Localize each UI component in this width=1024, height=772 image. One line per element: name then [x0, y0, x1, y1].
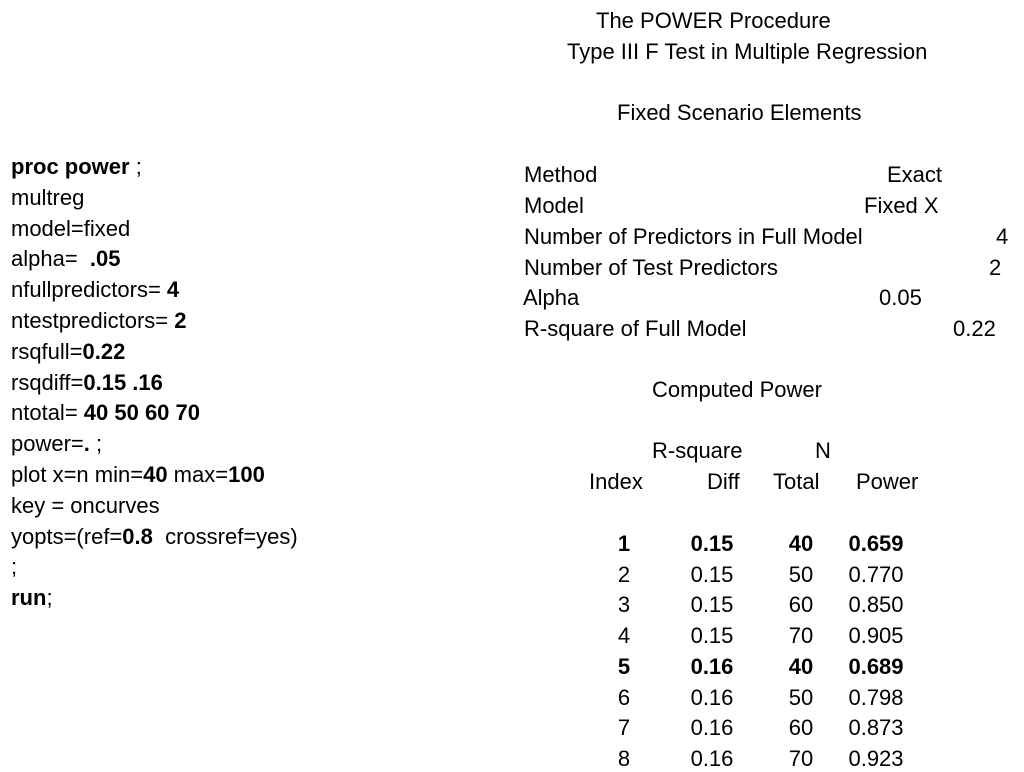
col-header-total: Total [773, 469, 820, 494]
code-value: 2 [174, 307, 187, 333]
fixed-row-label: Number of Predictors in Full Model [524, 224, 863, 249]
code-value: 40 [143, 461, 168, 487]
fixed-row-value: Fixed X [864, 193, 939, 218]
cell-total: 60 [788, 715, 814, 741]
code-line: key = oncurves [11, 492, 160, 518]
code-keyword: proc power [11, 154, 130, 179]
code-text: rsqfull= [11, 338, 83, 364]
cell-index: 4 [617, 623, 631, 649]
fixed-row-label: Method [524, 162, 598, 187]
code-line: ; [11, 554, 18, 580]
fixed-row-value: 2 [989, 255, 1002, 280]
code-text: alpha= [11, 246, 90, 272]
code-line: multreg [11, 184, 85, 210]
code-line [11, 277, 298, 308]
fixed-row-value: 4 [996, 224, 1009, 249]
code-line [11, 308, 298, 339]
col-header-diff: Diff [707, 469, 740, 494]
col-header-n: N [815, 438, 831, 463]
code-text: rsqdiff= [11, 369, 84, 395]
cell-diff: 0.16 [690, 684, 734, 710]
code-text: max= [167, 461, 229, 487]
code-text: crossref=yes) [152, 523, 298, 549]
cell-power: 0.923 [848, 745, 904, 771]
fixed-row-value: 0.05 [879, 285, 922, 310]
cell-index: 2 [617, 561, 631, 587]
cell-diff: 0.15 [690, 623, 734, 649]
cell-total: 50 [788, 684, 814, 710]
code-value: . [83, 431, 90, 457]
cell-power: 0.905 [848, 623, 904, 649]
cell-diff: 0.16 [690, 745, 734, 771]
fixed-row-label: Number of Test Predictors [524, 255, 778, 280]
cell-diff: 0.15 [690, 592, 734, 618]
cell-total: 70 [788, 745, 814, 771]
cell-diff: 0.15 [690, 561, 734, 587]
code-text: plot x=n min= [11, 461, 144, 487]
cell-total: 40 [788, 531, 814, 556]
code-value: 100 [228, 461, 265, 487]
code-line [11, 339, 298, 370]
code-line [11, 585, 298, 616]
cell-total: 60 [788, 592, 814, 618]
cell-index: 8 [617, 745, 631, 771]
code-line [11, 154, 298, 185]
output-subtitle: Type III F Test in Multiple Regression [567, 39, 928, 64]
cell-index: 1 [617, 531, 631, 556]
code-text: ; [129, 154, 142, 179]
computed-power-heading: Computed Power [652, 377, 822, 402]
col-header-power: Power [856, 469, 919, 494]
fixed-row-label: R-square of Full Model [524, 316, 747, 341]
code-value: 0.8 [122, 523, 153, 549]
code-text: ; [46, 585, 53, 611]
cell-index: 3 [617, 592, 631, 618]
cell-index: 6 [617, 684, 631, 710]
cell-power: 0.873 [848, 715, 904, 741]
code-value: 0.22 [82, 338, 126, 364]
fixed-row-label: Alpha [523, 285, 580, 310]
cell-diff: 0.16 [690, 653, 734, 679]
code-line [11, 462, 298, 493]
code-line [11, 370, 298, 401]
code-line [11, 524, 298, 555]
col-header-rsquare: R-square [652, 438, 743, 463]
cell-index: 5 [617, 653, 631, 679]
code-text: ; [89, 431, 103, 457]
code-line [11, 400, 298, 431]
code-value: 40 50 60 70 [83, 400, 201, 426]
code-line: model=fixed [11, 215, 131, 241]
col-header-index: Index [589, 469, 643, 494]
cell-power: 0.659 [848, 531, 904, 556]
cell-index: 7 [617, 715, 631, 741]
cell-power: 0.850 [848, 592, 904, 618]
code-text: power= [11, 431, 84, 457]
code-text: ntotal= [11, 400, 84, 426]
cell-total: 40 [788, 653, 814, 679]
code-value: 0.15 .16 [83, 369, 163, 395]
cell-total: 70 [788, 623, 814, 649]
sas-code-listing [11, 154, 298, 616]
fixed-row-value: Exact [887, 162, 943, 187]
fixed-elements-heading: Fixed Scenario Elements [617, 100, 862, 125]
code-text: nfullpredictors= [11, 277, 167, 303]
code-line [11, 246, 298, 277]
code-value: 4 [166, 277, 180, 303]
cell-power: 0.798 [848, 684, 904, 710]
code-text: yopts=(ref= [11, 523, 123, 549]
code-value: .05 [89, 246, 121, 272]
cell-power: 0.689 [848, 653, 904, 679]
cell-diff: 0.15 [690, 531, 734, 556]
code-line [11, 431, 298, 462]
cell-power: 0.770 [848, 561, 904, 587]
fixed-row-label: Model [524, 193, 584, 218]
output-title: The POWER Procedure [596, 8, 831, 33]
cell-total: 50 [788, 561, 814, 587]
fixed-row-value: 0.22 [953, 316, 996, 341]
code-keyword: run [11, 585, 47, 611]
code-text: ntestpredictors= [11, 307, 175, 333]
cell-diff: 0.16 [690, 715, 734, 741]
